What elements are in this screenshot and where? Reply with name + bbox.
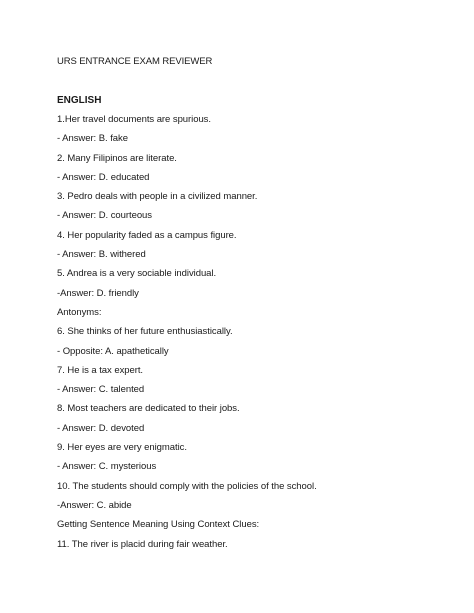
answer-line: - Answer: D. devoted [57,422,145,434]
subsection-label: Getting Sentence Meaning Using Context Clues: [57,519,260,531]
question-line: 6. She thinks of her future enthusiastically. [57,326,233,338]
answer-line: - Answer: C. talented [57,384,145,396]
answer-line: - Answer: B. withered [57,249,146,261]
question-line: 8. Most teachers are dedicated to their jobs. [57,403,240,415]
question-line: 4. Her popularity faded as a campus figure. [57,229,237,241]
document-title: URS ENTRANCE EXAM REVIEWER [57,56,213,67]
question-line: 10. The students should comply with the policies of the school. [57,480,317,492]
answer-line: - Answer: D. courteous [57,210,152,222]
section-heading: ENGLISH [57,95,102,106]
question-line: 1.Her travel documents are spurious. [57,114,211,125]
subsection-label: Antonyms: [57,306,102,318]
question-line: 11. The river is placid during fair weather. [57,538,228,550]
answer-line: - Answer: C. mysterious [57,461,157,473]
answer-line: -Answer: D. friendly [57,287,139,299]
question-line: 3. Pedro deals with people in a civilized manner. [57,191,258,203]
question-line: 9. Her eyes are very enigmatic. [57,442,187,454]
answer-line: -Answer: C. abide [57,499,132,511]
answer-line: - Answer: B. fake [57,133,128,145]
question-line: 2. Many Filipinos are literate. [57,152,177,164]
reviewer-lines [57,114,457,558]
question-line: 7. He is a tax expert. [57,364,144,376]
answer-line: - Answer: D. educated [57,171,150,183]
question-line: 5. Andrea is a very sociable individual. [57,268,217,280]
answer-line: - Opposite: A. apathetically [57,345,169,357]
